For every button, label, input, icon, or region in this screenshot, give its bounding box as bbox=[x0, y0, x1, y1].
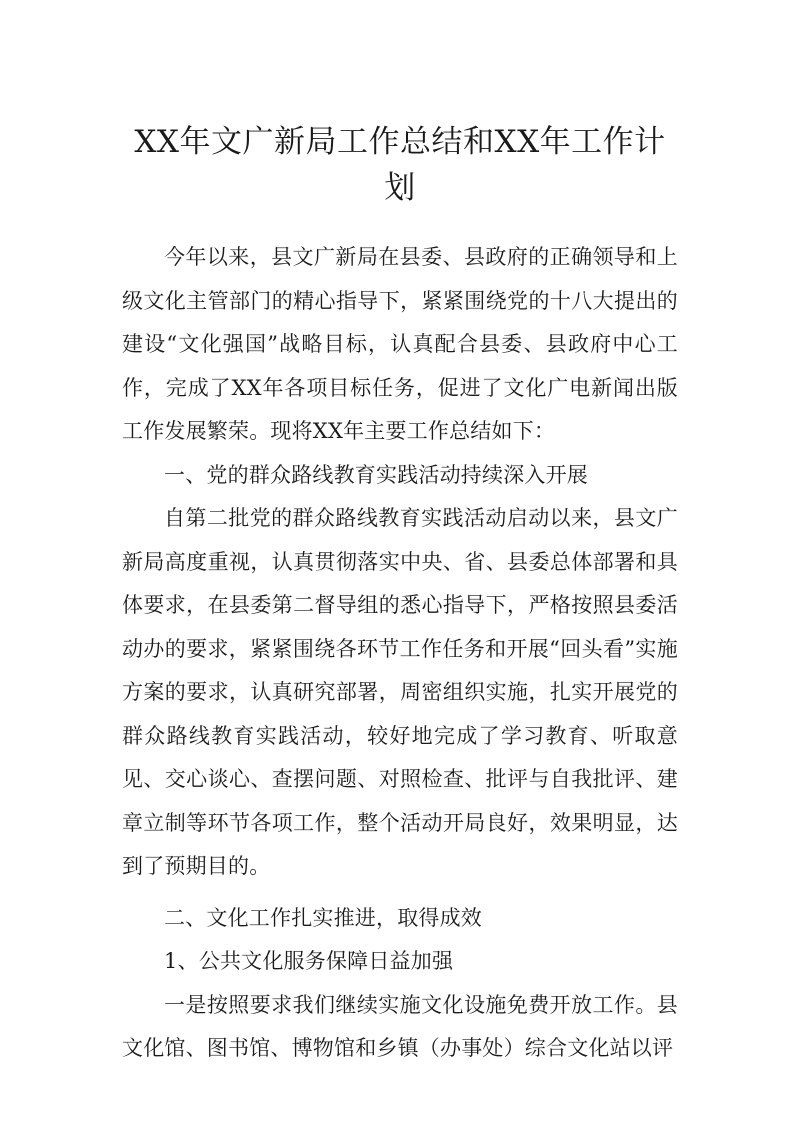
section-heading-1: 一、党的群众路线教育实践活动持续深入开展 bbox=[164, 462, 588, 487]
section-1-paragraph: 自第二批党的群众路线教育实践活动启动以来，县文广新局高度重视，认真贯彻落实中央、省、县委总体部署和具体要求，在县委第二督导组的悉心指导下，严格按照县委活动办的要求，紧紧围绕各环节工作任务和开展“回头看”实施方案的要求，认真研究部署，周密组织实施，扎实开展党的群众路线教育实践活动，较好地完成了学习教育、听取意见、交心谈心、查摆问题、对照检查、批评与自我批评、建章立制等环节各项工作，整个活动开局良好，效果明显，达到了预期目的。 bbox=[122, 506, 678, 878]
document-title: XX年文广新局工作总结和XX年工作计划 bbox=[134, 123, 666, 206]
subsection-2-1-paragraph: 一是按照要求我们继续实施文化设施免费开放工作。县文化馆、图书馆、博物馆和乡镇（办事处）综合文化站以评 bbox=[122, 992, 678, 1060]
document-body bbox=[122, 236, 678, 1071]
section-heading-2: 二、文化工作扎实推进，取得成效 bbox=[164, 905, 482, 930]
intro-paragraph: 今年以来，县文广新局在县委、县政府的正确领导和上级文化主管部门的精心指导下，紧紧围绕党的十八大提出的建设“文化强国”战略目标，认真配合县委、县政府中心工作，完成了XX年各项目标任务，促进了文化广电新闻出版工作发展繁荣。现将XX年主要工作总结如下： bbox=[122, 245, 678, 443]
subsection-heading-2-1: 1、公共文化服务保障日益加强 bbox=[164, 949, 454, 973]
